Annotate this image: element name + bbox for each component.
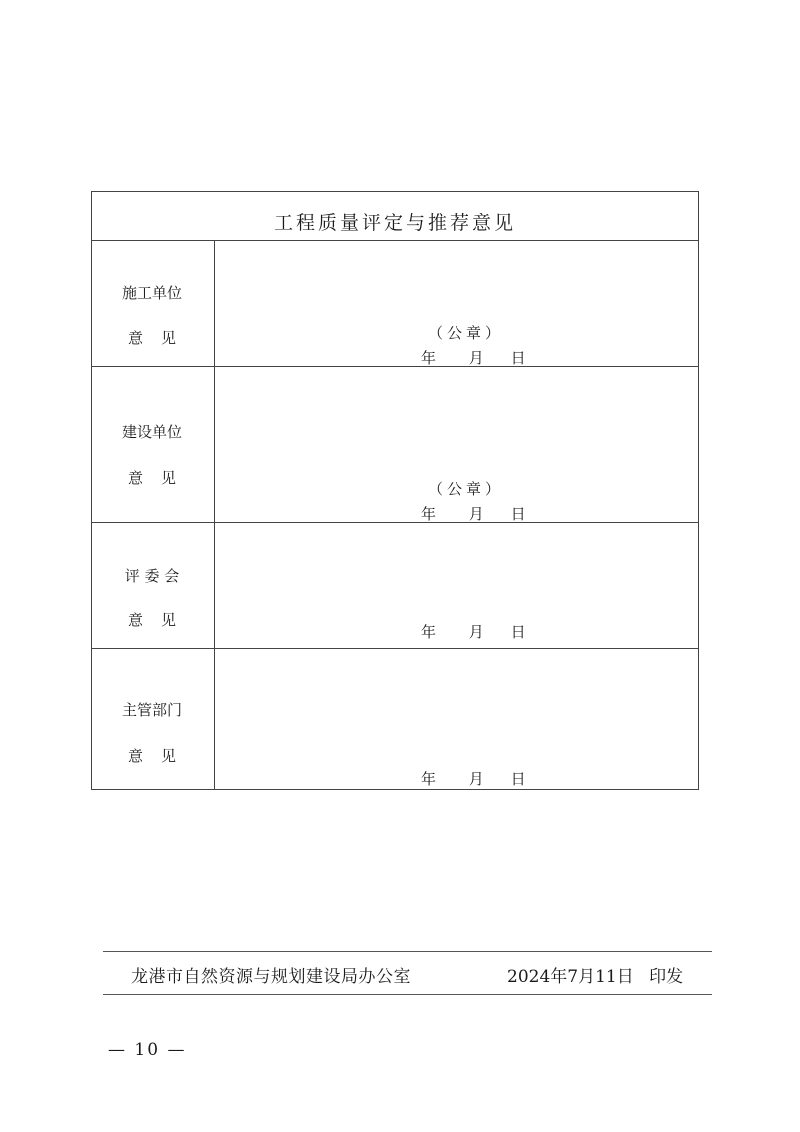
row-label-cell [92,523,215,648]
date-day: 日 [510,349,526,367]
date-month: 月 [468,623,484,641]
date-year: 年 [421,349,437,367]
date-day: 日 [510,623,526,641]
date-day: 日 [510,505,526,523]
recommendation-form-table [91,191,699,790]
date-year: 年 [421,505,437,523]
signature-date [421,621,526,642]
signature-date [421,768,526,789]
developer-unit-row [92,367,698,523]
date-year: 年 [421,623,437,641]
form-title: 工程质量评定与推荐意见 [92,192,698,241]
row-label-opinion: 意见 [127,747,194,765]
issue-action: 印发 [649,967,684,987]
date-month: 月 [468,505,484,523]
date-month: 月 [468,349,484,367]
row-label-title: 评 委 会 [124,567,180,585]
row-label-opinion: 意见 [127,329,194,347]
row-label-opinion: 意见 [127,611,194,629]
footer-bottom-rule [103,994,712,995]
date-month: 月 [468,770,484,788]
authority-department-row [92,649,698,789]
footer-top-rule [103,951,712,952]
row-label-cell [92,367,215,522]
issue-date: 2024年7月11日 [507,967,634,987]
official-seal-label: （公章） [428,480,505,498]
row-label-title: 施工单位 [121,284,182,302]
issuing-organization: 龙港市自然资源与规划建设局办公室 [131,967,411,987]
official-seal-label: （公章） [428,324,505,342]
row-label-title: 建设单位 [121,423,182,441]
date-year: 年 [421,770,437,788]
row-label-opinion: 意见 [127,469,194,487]
date-day: 日 [510,770,526,788]
signature-date [421,503,526,524]
review-committee-row [92,523,698,649]
construction-unit-row [92,241,698,367]
row-label-title: 主管部门 [121,701,182,719]
page-number: — 10 — [108,1040,187,1060]
issue-info [507,962,683,987]
signature-date [421,347,526,368]
row-label-cell [92,649,215,789]
row-label-cell [92,241,215,366]
